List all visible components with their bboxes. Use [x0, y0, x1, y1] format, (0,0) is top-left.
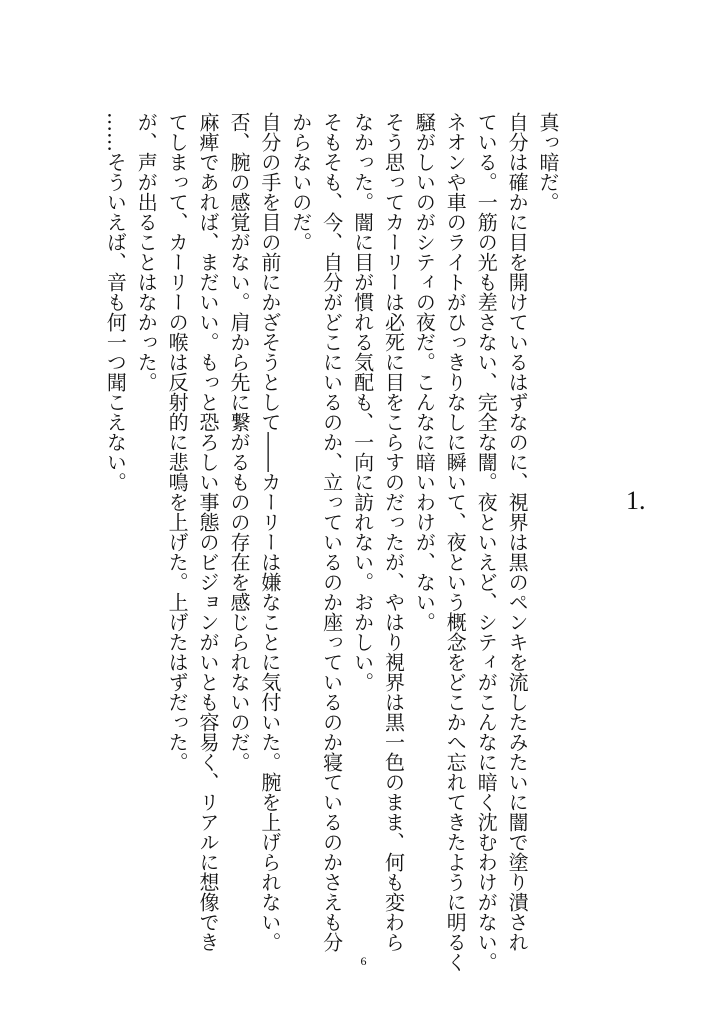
vertical-text-body — [99, 112, 563, 972]
text-line: 真っ暗だ。 — [536, 112, 560, 212]
text-line: ネオンや車のライトがひっきりなしに瞬いて、夜という概念をどこかへ忘れてきたように明るく — [443, 112, 468, 972]
text-line: 否、腕の感覚がない。肩から先に繋がるものの存在を感じられないのだ。 — [226, 112, 251, 772]
text-line: ……そういえば、音も何一つ聞こえない。 — [103, 112, 128, 492]
text-line: てしまって、カーリーの喉は反射的に悲鳴を上げた。上げたはずだった。 — [165, 112, 190, 772]
text-line: 自分の手を目の前にかざそうとして――カーリーは嫌なことに気付いた。腕を上げられない。 — [257, 112, 282, 952]
text-line: が、声が出ることはなかった。 — [134, 112, 159, 392]
text-line: ている。一筋の光も差さない、完全な闇。夜といえど、シティがこんなに暗く沈むわけがない。 — [474, 112, 499, 972]
chapter-number: 1. — [626, 486, 646, 515]
text-line: そう思ってカーリーは必死に目をこらすのだったが、やはり視界は黒一色のまま、何も変わら — [381, 112, 406, 952]
text-line: 自分は確かに目を開けているはずなのに、視界は黒のペンキを流したみたいに闇で塗り潰され — [505, 112, 530, 952]
page-number: 6 — [360, 954, 367, 968]
text-line: 麻痺であれば、まだいい。もっと恐ろしい事態のビジョンがいとも容易く、リアルに想像でき — [196, 112, 221, 952]
text-line: からないのだ。 — [288, 112, 313, 252]
text-line: 騒がしいのがシティの夜だ。こんなに暗いわけが、ない。 — [412, 112, 437, 632]
text-line: そもそも、今、自分がどこにいるのか、立っているのか座っているのか寝ているのかさえも分 — [319, 112, 344, 952]
text-line: なかった。闇に目が慣れる気配も、一向に訪れない。おかしい。 — [350, 112, 375, 692]
